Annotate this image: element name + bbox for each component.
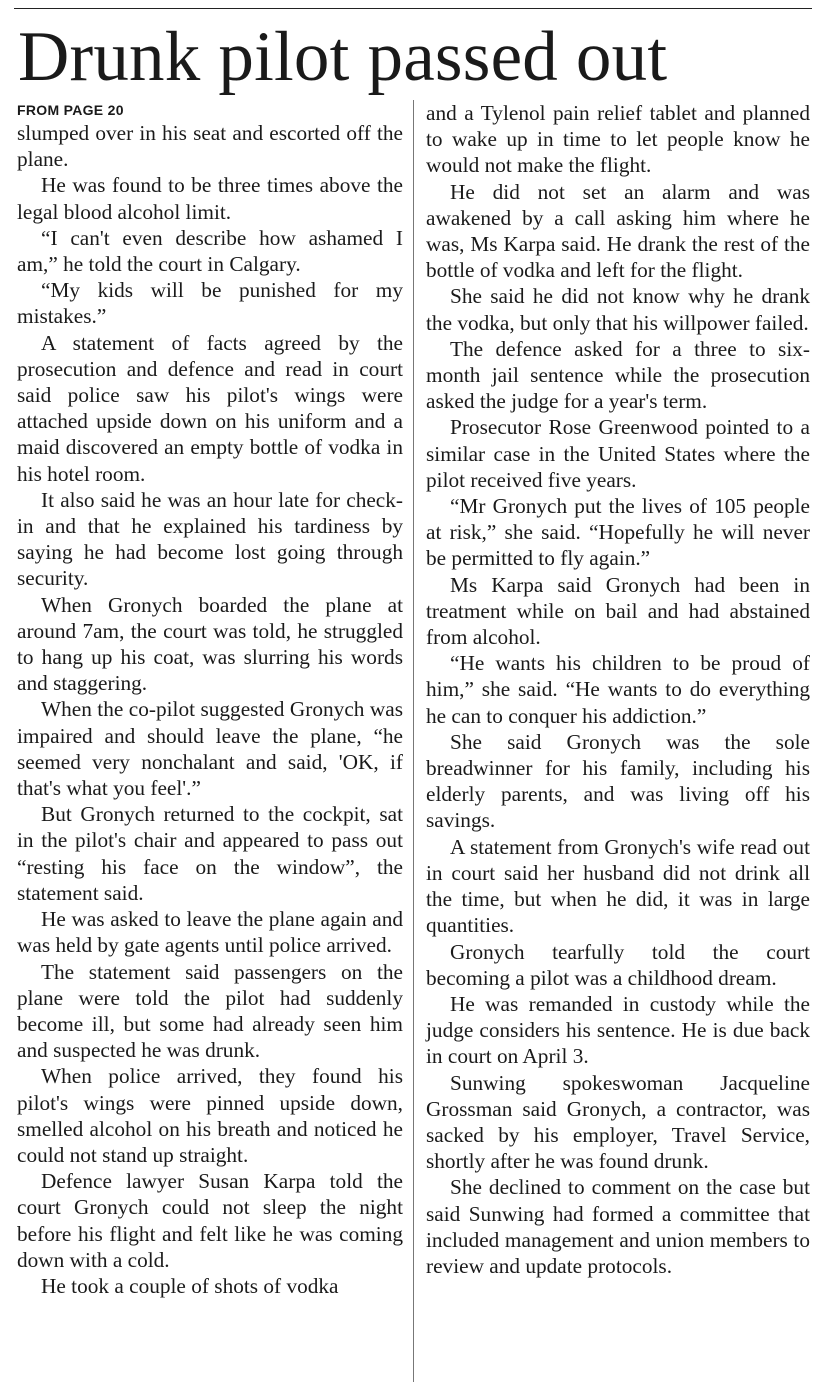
paragraph: When the co-pilot suggested Gronych was impaired and should leave the plane, “he seemed very nonchalant and said, 'OK, if that's what you feel'.” <box>17 697 403 801</box>
paragraph: She declined to comment on the case but said Sunwing had formed a committee that included management and union members to review and update protocols. <box>426 1175 810 1278</box>
headline: Drunk pilot passed out <box>18 18 668 96</box>
paragraph: Defence lawyer Susan Karpa told the court Gronych could not sleep the night before his flight and felt like he was coming down with a cold. <box>17 1169 403 1272</box>
paragraph: He did not set an alarm and was awakened by a call asking him where he was, Ms Karpa said. He drank the rest of the bottle of vodka and left for the flight. <box>426 179 810 283</box>
paragraph: But Gronych returned to the cockpit, sat in the pilot's chair and appeared to pass out “resting his face on the window”, the statement said. <box>17 802 403 905</box>
paragraph: When Gronych boarded the plane at around 7am, the court was told, he struggled to hang up his coat, was slurring his words and staggering. <box>17 592 403 696</box>
paragraph: He was found to be three times above the legal blood alcohol limit. <box>17 173 403 224</box>
paragraph: Prosecutor Rose Greenwood pointed to a similar case in the United States where the pilot received five years. <box>426 415 810 492</box>
paragraph: “I can't even describe how ashamed I am,” he told the court in Calgary. <box>17 225 403 277</box>
paragraph: She said he did not know why he drank the vodka, but only that his willpower failed. <box>426 284 810 335</box>
paragraph: The defence asked for a three to six-month jail sentence while the prosecution asked the judge for a year's term. <box>426 336 810 414</box>
paragraph: Sunwing spokeswoman Jacqueline Grossman said Gronych, a contractor, was sacked by his employer, Travel Service, shortly after he was found drunk. <box>426 1070 810 1174</box>
paragraph: “He wants his children to be proud of him,” she said. “He wants to do everything he can to conquer his addiction.” <box>426 651 810 728</box>
top-rule <box>14 8 812 9</box>
right-column <box>426 100 810 1386</box>
paragraph: slumped over in his seat and escorted off the plane. <box>17 121 403 172</box>
paragraph: A statement of facts agreed by the prosecution and defence and read in court said police saw his pilot's wings were attached upside down on his uniform and a maid discovered an empty bottle of vodka in his hotel room. <box>17 330 403 486</box>
column-divider <box>413 100 414 1382</box>
left-column <box>17 100 403 1386</box>
paragraph: He was asked to leave the plane again and was held by gate agents until police arrived. <box>17 907 403 958</box>
paragraph: “My kids will be punished for my mistakes.” <box>17 278 403 329</box>
paragraph: “Mr Gronych put the lives of 105 people at risk,” she said. “Hopefully he will never be permitted to fly again.” <box>426 494 810 571</box>
paragraph: Ms Karpa said Gronych had been in treatment while on bail and had abstained from alcohol. <box>426 572 810 650</box>
paragraph: Gronych tearfully told the court becoming a pilot was a childhood dream. <box>426 939 810 990</box>
paragraph: When police arrived, they found his pilot's wings were pinned upside down, smelled alcohol on his breath and noticed he could not stand up straight. <box>17 1064 403 1167</box>
paragraph: A statement from Gronych's wife read out in court said her husband did not drink all the time, but when he did, it was in large quantities. <box>426 834 810 938</box>
paragraph: The statement said passengers on the plane were told the pilot had suddenly become ill, but some had already seen him and suspected he was drunk. <box>17 959 403 1063</box>
paragraph: She said Gronych was the sole breadwinner for his family, including his elderly parents, and was living off his savings. <box>426 729 810 833</box>
paragraph: He took a couple of shots of vodka <box>41 1273 339 1298</box>
paragraph: It also said he was an hour late for check-in and that he explained his tardiness by saying he had become lost going through security. <box>17 487 403 591</box>
jump-line: FROM PAGE 20 <box>17 102 124 118</box>
paragraph: and a Tylenol pain relief tablet and planned to wake up in time to let people know he would not make the flight. <box>426 101 810 178</box>
paragraph: He was remanded in custody while the judge considers his sentence. He is due back in court on April 3. <box>426 991 810 1069</box>
